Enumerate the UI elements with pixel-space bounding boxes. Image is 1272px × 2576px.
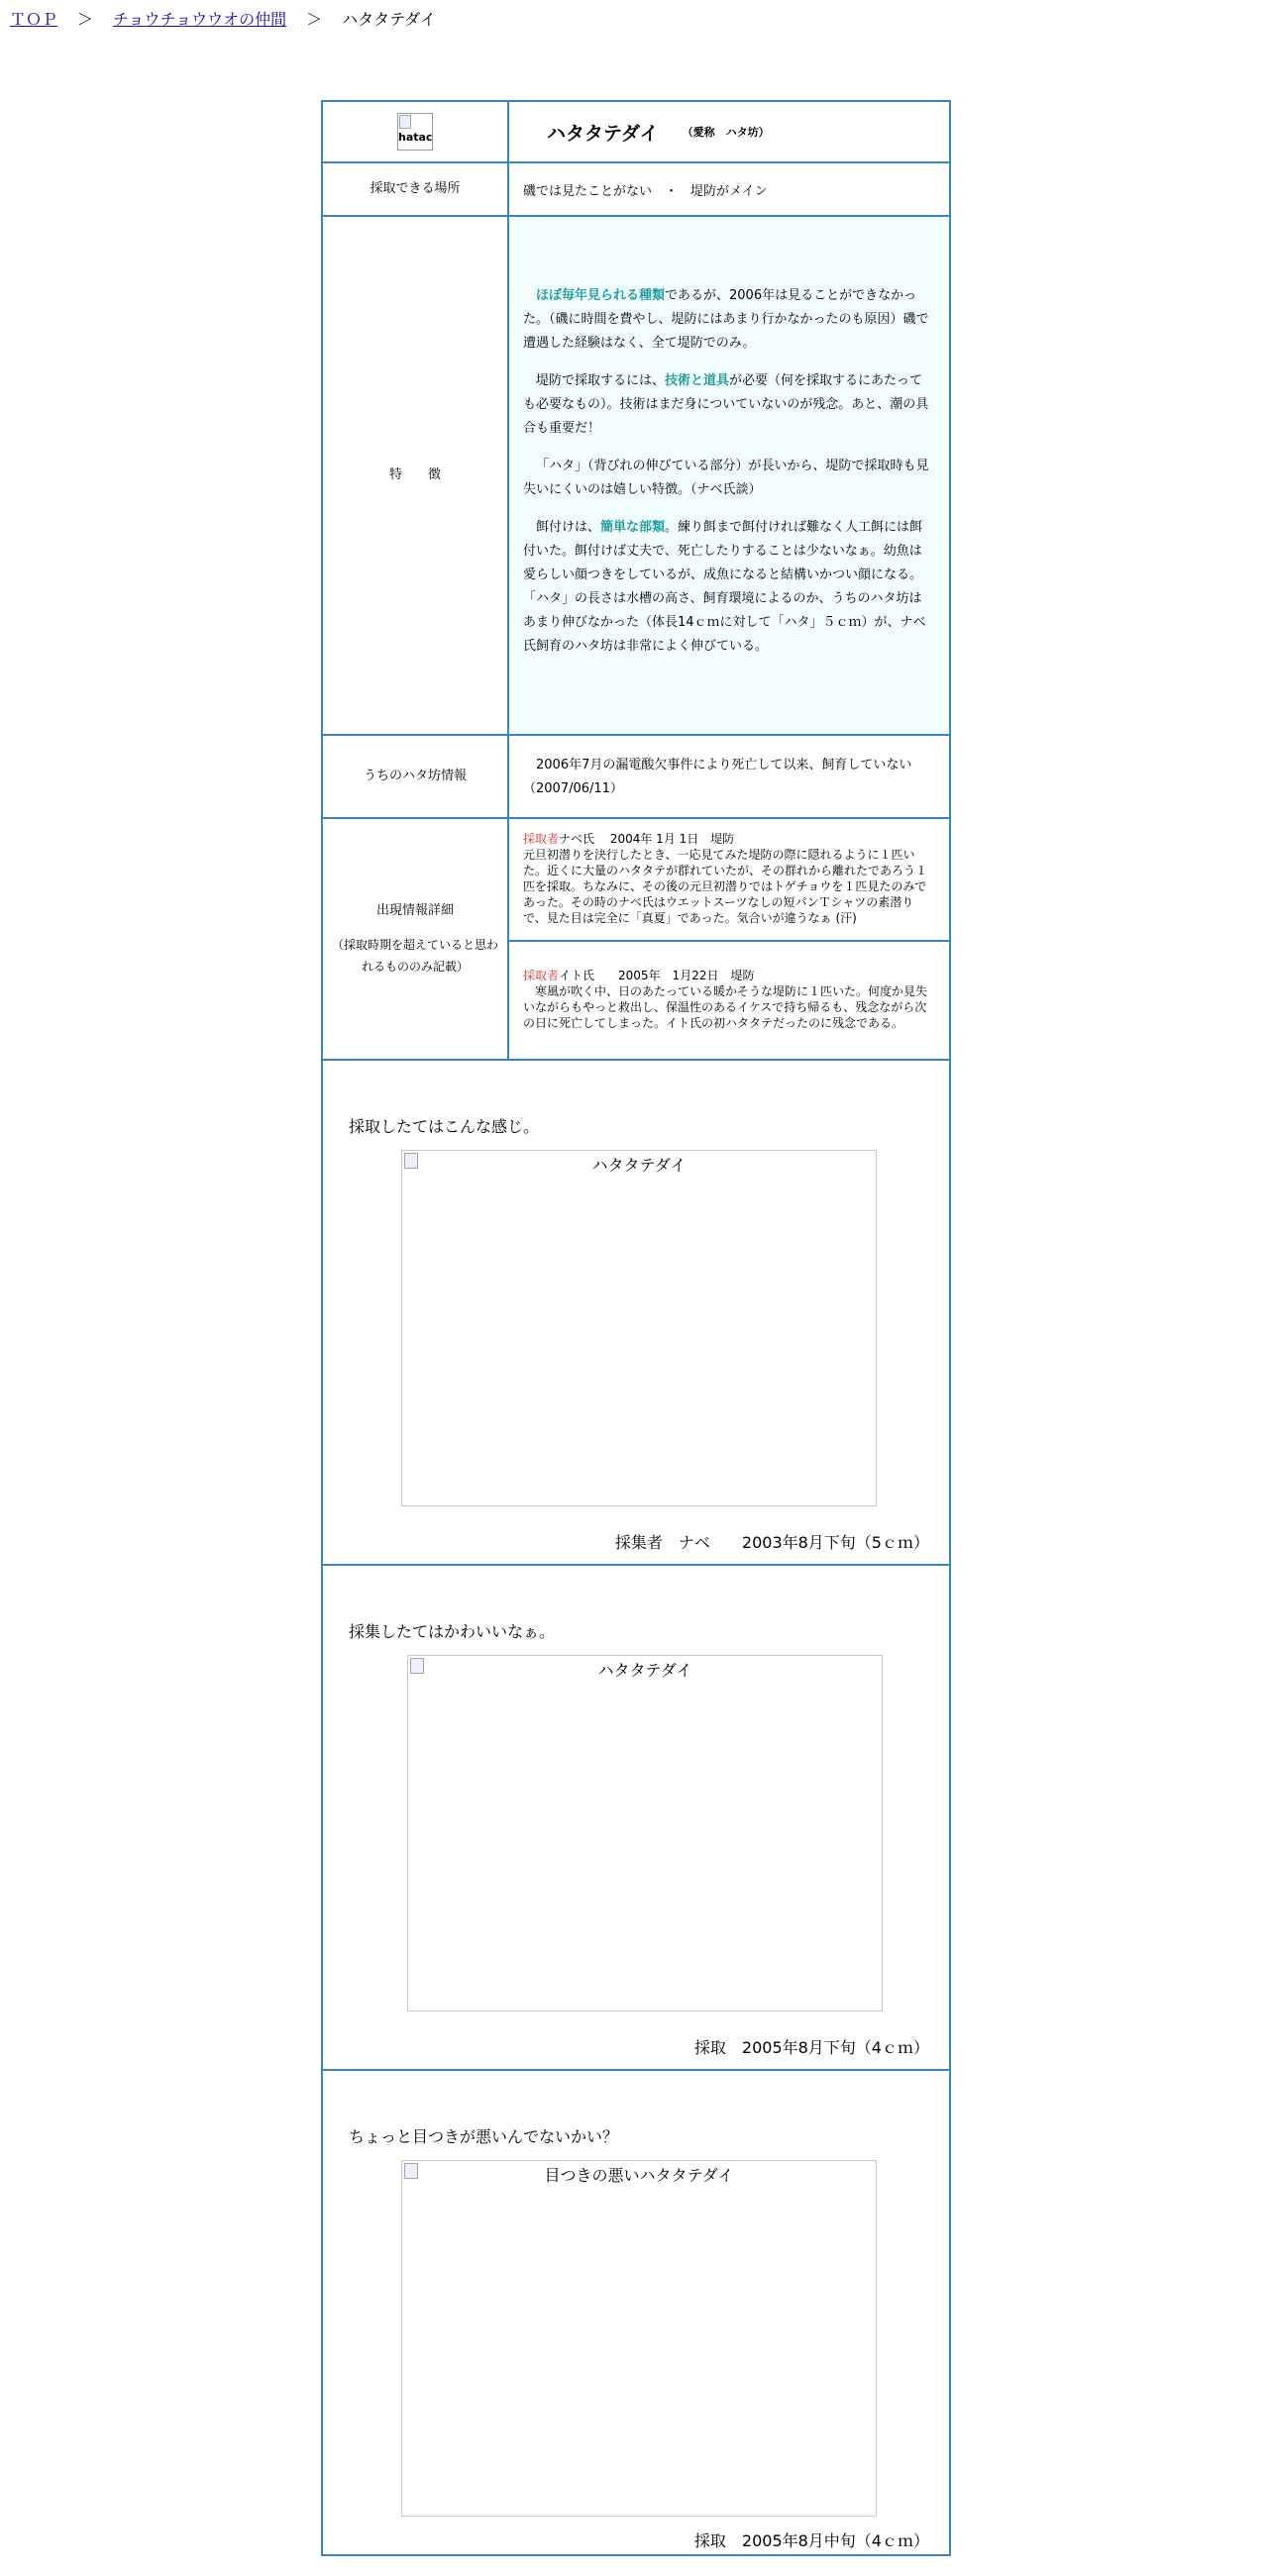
species-table — [321, 100, 951, 2556]
photo-image — [407, 1655, 883, 2011]
sightings-row — [323, 819, 949, 1061]
header-row — [323, 102, 949, 163]
sighting-body: 寒風が吹く中、日のあたっている暖かそうな堤防に１匹いた。何度か見失いながらもやっと救出し、保温性のあるイケスで持ち帰るも、残念ながら次の日に死亡してしまった。イト氏の初ハタタテだったのに残念である。 — [523, 984, 928, 1030]
title-cell — [509, 102, 949, 161]
photo-heading: 採取したてはこんな感じ。 — [349, 1117, 540, 1136]
sighting-entry — [509, 819, 949, 942]
features-text — [509, 217, 949, 734]
photo-caption: 採取 2005年8月中旬（4ｃｍ） — [693, 2531, 929, 2550]
photo-caption: 採取 2005年8月下旬（4ｃｍ） — [693, 2038, 929, 2057]
photo-alt-text: ハタタテダイ — [591, 1156, 687, 1175]
thumbnail-image — [397, 113, 433, 151]
photo-heading: ちょっと目つきが悪いんでないかい？ — [349, 2127, 619, 2146]
sightings-note: （採取時期を超えていると思われるもののみ記載） — [331, 938, 498, 974]
thumbnail-cell — [323, 102, 509, 161]
location-value: 磯では見たことがない ・ 堤防がメイン — [523, 183, 768, 199]
features-highlight: ほぼ毎年見られる種類 — [536, 288, 666, 303]
page-title: ハタタテダイ — [547, 122, 659, 145]
breadcrumb — [10, 8, 436, 32]
home-info-row — [323, 736, 949, 819]
photo-alt-text: 目つきの悪いハタタテダイ — [544, 2166, 734, 2185]
breadcrumb-category-link[interactable]: チョウチョウウオの仲間 — [113, 10, 287, 29]
photo-image — [401, 1150, 877, 1506]
features-paragraph: 堤防で採取するには、技術と道具が必要（何を採取するにあたっても必要なもの）。技術はまだ身についていないのが残念。あと、潮の具合も重要だ！ — [523, 373, 929, 436]
location-row — [323, 163, 949, 217]
features-row — [323, 217, 949, 736]
sighting-body: 元旦初潜りを決行したとき、一応見てみた堤防の際に隠れるように１匹いた。近くに大量のハタタテが群れていたが、その群れから離れたであろう１匹を採取。ちなみに、その後の元旦初潜りではトゲチョウを１匹見たのみであった。その時のナベ氏はウエットスーツなしの短パンＴシャツの素潜りで、見た目は完全に「真夏」であった。気合いが違うなぁ (汗) — [523, 848, 928, 925]
thumbnail-alt: hatac — [398, 131, 432, 144]
photo-image — [401, 2160, 877, 2517]
breadcrumb-top-link[interactable]: ＴＯＰ — [10, 10, 58, 29]
photo-heading: 採集したてはかわいいなぁ。 — [349, 1622, 556, 1641]
location-label: 採取できる場所 — [323, 163, 509, 215]
sightings-entries — [509, 819, 949, 1059]
sighting-entry — [509, 942, 949, 1061]
features-label: 特 徴 — [323, 217, 509, 734]
home-info-label: うちのハタ坊情報 — [323, 736, 509, 817]
photo-section — [323, 2071, 949, 2576]
species-alias: （愛称 ハタ坊） — [682, 126, 770, 139]
features-paragraph: 「ハタ」（背びれの伸びている部分）が長いから、堤防で採取時も見失いにくいのは嬉しい特徴。（ナベ氏談） — [523, 459, 929, 497]
features-paragraph: 餌付けは、簡単な部類。練り餌まで餌付ければ難なく人工餌には餌付いた。餌付けば丈夫で、死亡したりすることは少ないなぁ。幼魚は愛らしい顔つきをしているが、成魚になると結構いかつい顔になる。「ハタ」の長さは水槽の高さ、飼育環境によるのか、うちのハタ坊はあまり伸びなかった（体長14ｃｍに対して「ハタ」５ｃｍ）が、ナベ氏飼育のハタ坊は非常によく伸びている。 — [523, 520, 926, 654]
breadcrumb-separator: ＞ — [77, 10, 94, 29]
photo-section — [323, 1566, 949, 2071]
sighting-header: 採取者イト氏 2005年 1月22日 堤防 — [523, 969, 755, 982]
collector-tag: 採取者 — [523, 832, 560, 846]
collector-tag: 採取者 — [523, 969, 560, 982]
photo-section — [323, 1061, 949, 1566]
home-info-value: 2006年7月の漏電酸欠事件により死亡して以来、飼育していない（2007/06/11） — [523, 758, 912, 796]
photo-alt-text: ハタタテダイ — [597, 1661, 692, 1680]
photo-caption: 採集者 ナベ 2003年8月下旬（5ｃｍ） — [614, 1533, 929, 1552]
sightings-label-cell — [323, 819, 509, 1059]
features-highlight: 簡単な部類 — [600, 520, 666, 535]
breadcrumb-current: ハタタテダイ — [342, 10, 436, 29]
breadcrumb-separator: ＞ — [306, 10, 323, 29]
sighting-header: 採取者ナベ氏 2004年 1月 1日 堤防 — [523, 832, 735, 846]
features-highlight: 技術と道具 — [665, 373, 730, 388]
sightings-label: 出現情報詳細 — [375, 903, 454, 918]
features-paragraph: ほぼ毎年見られる種類であるが、2006年は見ることができなかった。（磯に時間を費やし、堤防にはあまり行かなかったのも原因）磯で遭遇した経験はなく、全て堤防でのみ。 — [523, 288, 929, 351]
